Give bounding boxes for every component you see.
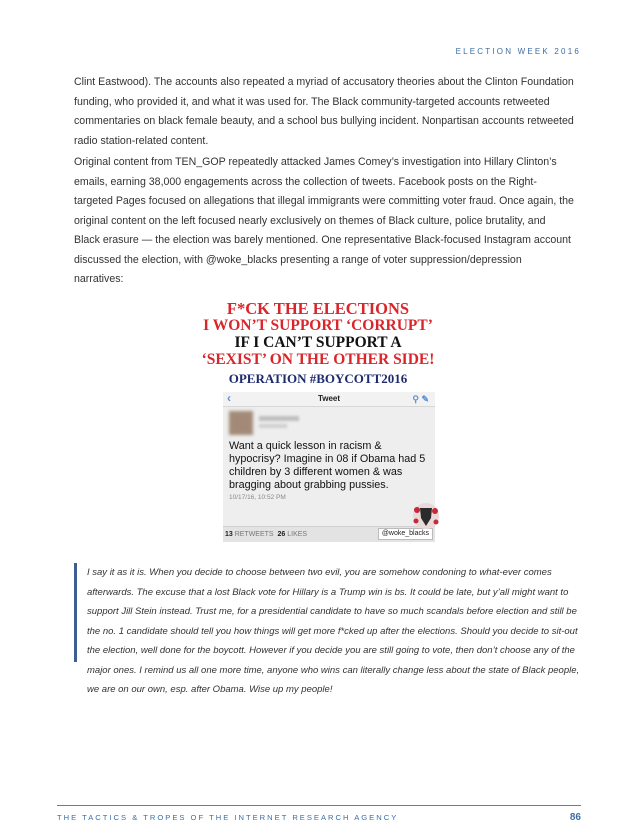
paragraph-text: Original content from TEN_GOP repeatedly attacked James Comey’s investigation into Hillary Clinton’s emails, earning 38,000 engagements across the collection of tweets. Facebook posts on the Right-targeted Pages focused on allegations that illegal immigrants were committing voter fraud. Once again, the original content on the left focused nearly exclusively on themes of Black culture, police brutality, and Black erasure — the election was barely mentioned. One representative Black-focused Instagram account discussed the election, with @woke_blacks presenting a range of voter suppression/depression narratives:	[74, 156, 574, 285]
avatar	[229, 411, 253, 435]
retweets-count: 13	[224, 531, 233, 538]
meme-headline	[193, 300, 443, 387]
blurred-username	[259, 416, 299, 421]
tweet-stats	[223, 526, 435, 542]
chevron-left-icon: ‹	[227, 391, 231, 405]
likes-label: LIKES	[287, 531, 308, 538]
tweet-top-bar	[223, 392, 435, 407]
raised-fist-logo-icon	[411, 502, 441, 530]
body-paragraph-2	[74, 153, 574, 290]
instagram-caption-quote	[74, 563, 587, 695]
instagram-meme-figure	[193, 300, 443, 548]
account-handle: @woke_blacks	[378, 528, 433, 540]
tweet-user-row	[229, 411, 429, 435]
meme-line-5: OPERATION #BOYCOTT2016	[228, 371, 408, 386]
paragraph-text: Clint Eastwood). The accounts also repeated a myriad of accusatory theories about the Clinton Foundation funding, who provided it, and what it was used for. The Black community-targeted accounts retweeted commentaries on black female beauty, and a school bus bullying incident. Nonpartisan accounts retweeted radio station-related content.	[74, 76, 574, 147]
footer-running-title: THE TACTICS & TROPES OF THE INTERNET RESEARCH AGENCY	[57, 813, 399, 822]
page-number: 86	[569, 812, 581, 823]
meme-line-3: IF I CAN’T SUPPORT A	[234, 334, 402, 351]
footer-divider	[57, 805, 581, 806]
retweets-label: RETWEETS	[234, 531, 274, 538]
running-header: ELECTION WEEK 2016	[455, 47, 581, 56]
tweet-screenshot	[223, 392, 435, 542]
meme-line-4: ‘SEXIST’ ON THE OTHER SIDE!	[201, 351, 435, 368]
tweet-header-label: Tweet	[317, 394, 341, 403]
meme-line-1: F*CK THE ELECTIONS	[226, 299, 410, 318]
tweet-text: Want a quick lesson in racism & hypocrisy? Imagine in 08 if Obama had 5 children by 3 different women & was bragging about grabbing pussies.	[229, 440, 426, 491]
quote-text: I say it as it is. When you decide to choose between two evil, you are somehow condoning to what-ever comes afterwards. The excuse that a lost Black vote for Hillary is a Trump win is bs. It could be late, but y’all might want to support Jill Stein instead. Trust me, for a presidential candidate to have so much scandals before election and still be the no. 1 candidate should tell you how things will get more f*cked up after the elections. Should you decide to sit-out the election, well done for the boycott. However if you decide you are still going to vote, then don’t choose any of the major ones. I remind us all one more time, anyone who wins can literally change less about the state of Black people, we are on our own, esp. after Obama. Wise up my people!	[87, 567, 580, 695]
likes-count: 26	[277, 531, 286, 538]
meme-line-2: I WON’T SUPPORT ‘CORRUPT’	[203, 317, 433, 334]
tweet-time: 10/17/16, 10:52 PM	[229, 494, 286, 501]
blurred-handle	[259, 424, 287, 428]
body-paragraph-1	[74, 73, 574, 151]
search-compose-icon: ⚲ ✎	[412, 394, 429, 404]
tweet-body	[223, 407, 435, 505]
